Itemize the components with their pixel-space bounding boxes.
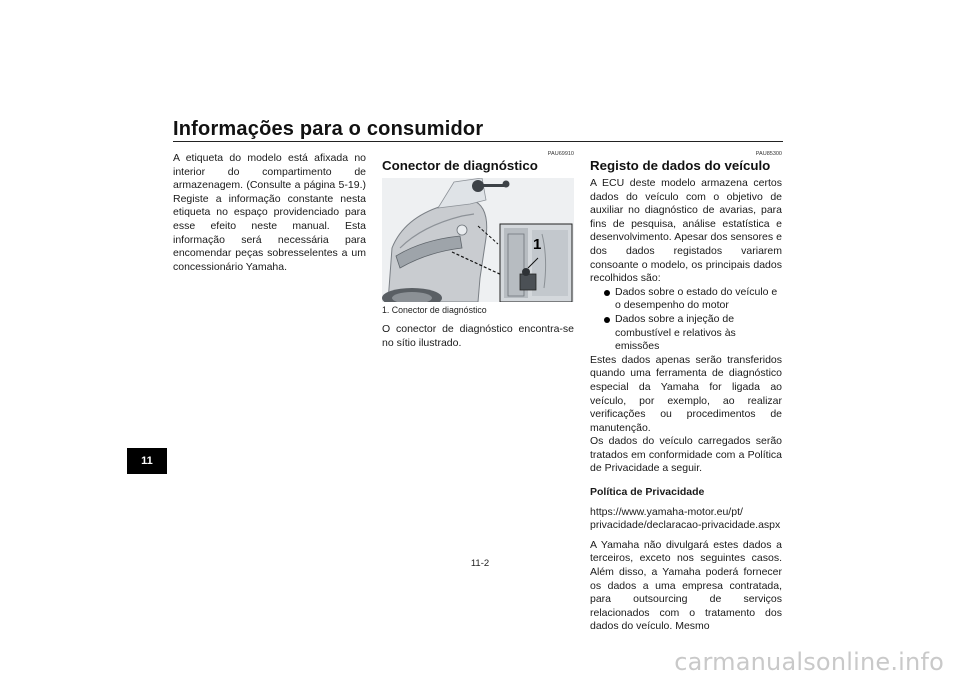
privacy-url-line-2[interactable]: privacidade/declaracao-privacidade.aspx bbox=[590, 519, 781, 532]
list-item bbox=[604, 286, 782, 313]
bullet-icon bbox=[604, 290, 610, 296]
column-middle bbox=[382, 151, 574, 350]
figure-caption: 1. Conector de diagnóstico bbox=[382, 305, 487, 315]
figure-callout-number: 1 bbox=[533, 236, 542, 253]
section-code: PAU69910 bbox=[547, 151, 574, 157]
title-divider bbox=[173, 141, 783, 142]
page-number: 11-2 bbox=[470, 558, 490, 569]
disclosure-paragraph: A Yamaha não divulgará estes dados a terceiros, exceto nos seguintes casos. Além disso, a Yamaha poderá fornecer os dados a uma empresa contratada, para outsourcing de serviços relacionados com o tratamento dos dados do veículo. Mesmo bbox=[590, 538, 782, 633]
diagnostic-connector-paragraph: O conector de diagnóstico encontra-se no sítio ilustrado. bbox=[382, 323, 574, 349]
transfer-paragraph: Estes dados apenas serão transferidos quando uma ferramenta de diagnóstico especial da Yamaha for ligada ao veículo, por exemplo, ao realizar verificações ou procedimentos de manutenção. bbox=[590, 353, 782, 434]
list-item bbox=[604, 313, 782, 354]
page-title: Informações para o consumidor bbox=[173, 118, 484, 140]
list-item-text: Dados sobre o estado do veículo e o desempenho do motor bbox=[615, 285, 778, 312]
scooter-illustration bbox=[382, 178, 574, 302]
vehicle-data-intro: A ECU deste modelo armazena certos dados do veículo com o objetivo de auxiliar no diagnóstico de avarias, para fins de pesquisa, análise estatística e desenvolvimento. Apesar dos sensores e dos dados registados variarem consoante o modelo, os principais dados recolhidos são: bbox=[590, 177, 782, 285]
list-item-text: Dados sobre a injeção de combustível e relativos às emissões bbox=[615, 312, 736, 353]
chapter-tab[interactable]: 11 bbox=[127, 448, 167, 474]
privacy-reference-paragraph: Os dados do veículo carregados serão tratados em conformidade com a Política de Privacidade a seguir. bbox=[590, 435, 782, 475]
section-code: PAU85300 bbox=[755, 151, 782, 157]
privacy-policy-subheading: Política de Privacidade bbox=[590, 486, 705, 499]
diagnostic-connector-figure bbox=[382, 178, 574, 302]
model-label-paragraph: A etiqueta do modelo está afixada no interior do compartimento de armazenagem. (Consulte a página 5-19.) Registe a informação constante nesta etiqueta no espaço providenciado para esse efeito neste manual. Esta informação será necessária para encomendar peças sobresselentes a um concessionário Yamaha. bbox=[173, 152, 366, 273]
section-heading-vehicle-data: Registo de dados do veículo bbox=[590, 158, 771, 173]
watermark-logo: carmanualsonline.info bbox=[674, 648, 944, 676]
section-heading-diagnostic-connector: Conector de diagnóstico bbox=[382, 158, 538, 173]
bullet-icon bbox=[604, 317, 610, 323]
privacy-url-line-1[interactable]: https://www.yamaha-motor.eu/pt/ bbox=[590, 505, 743, 518]
column-left bbox=[173, 152, 366, 274]
collected-data-list bbox=[590, 286, 782, 354]
